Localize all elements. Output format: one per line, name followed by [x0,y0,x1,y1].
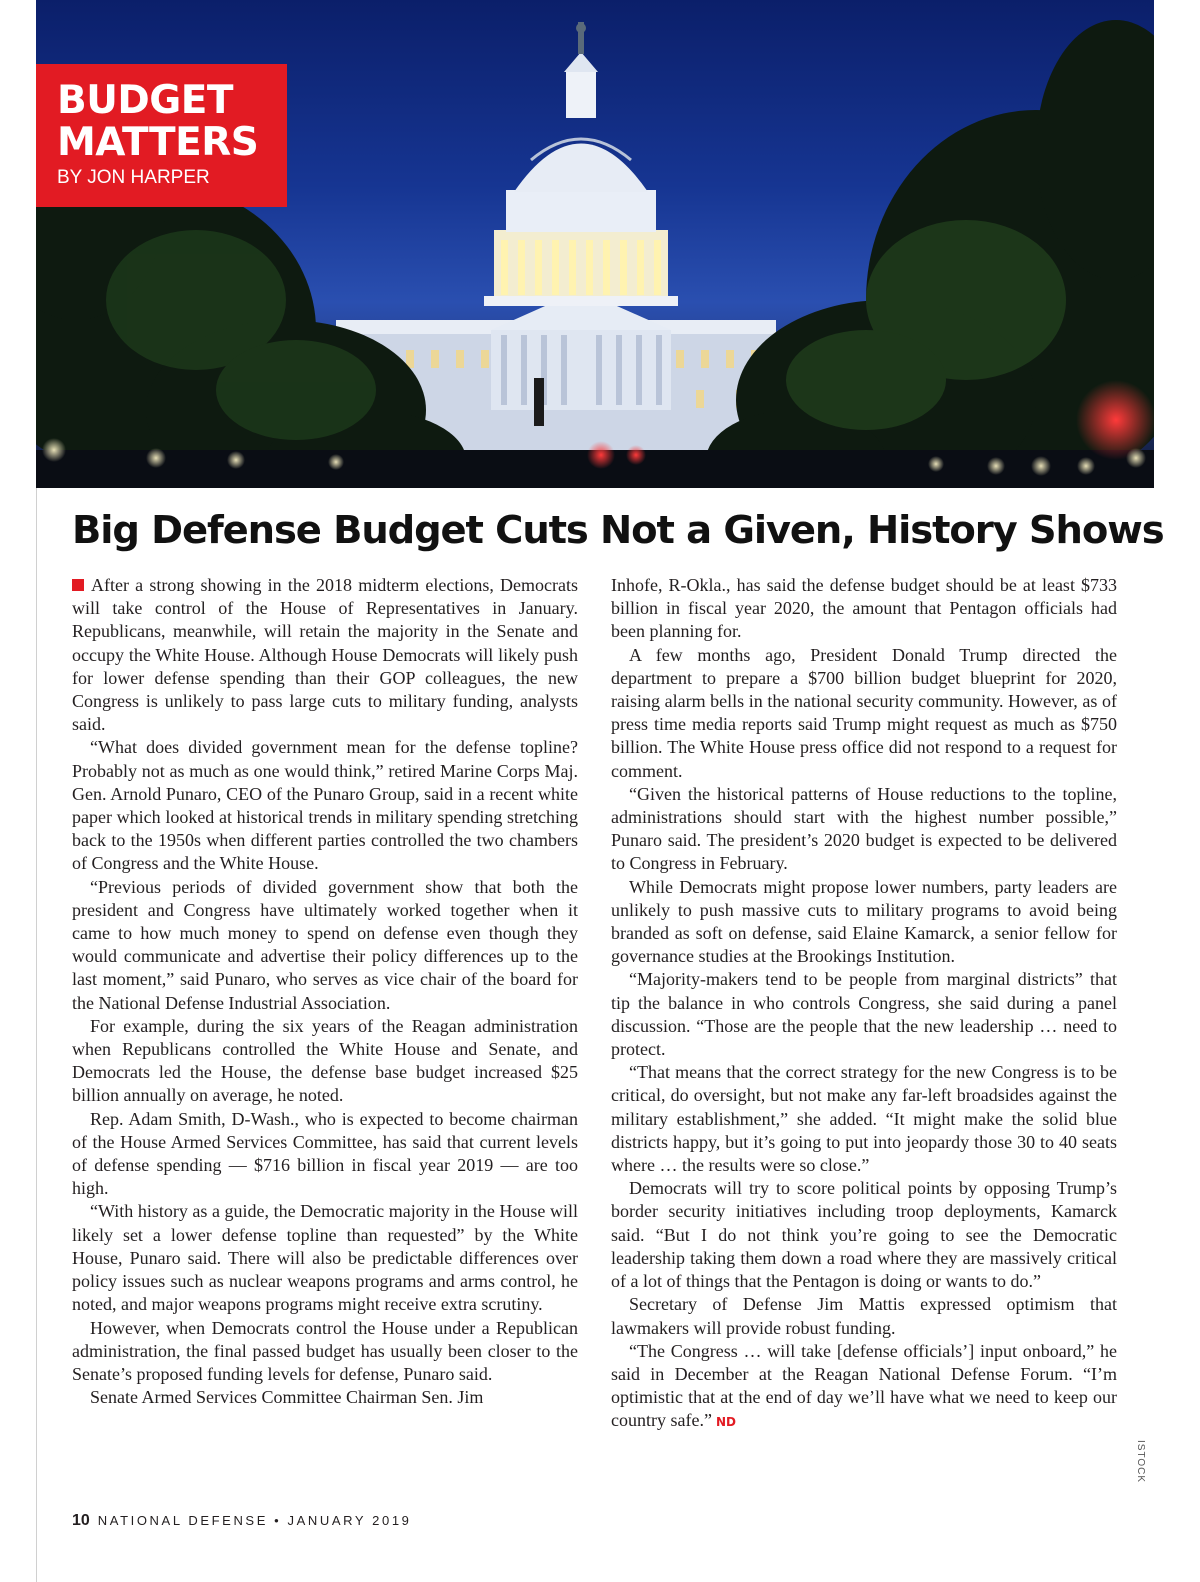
article-paragraph: “Previous periods of divided government show that both the president and Congress have ultimately worked together when it came to how much money to spend on defense even though they would communicate and advertise their policy differences up to the last moment,” said Punaro, who serves as vice chair of the board for the National Defense Industrial Association. [72,876,578,1013]
article-paragraph: Rep. Adam Smith, D-Wash., who is expected to become chairman of the House Armed Services Committee, has said that current levels of defense spending — $716 billion in fiscal year 2019 — are too high. [72,1108,578,1199]
photo-credit: ISTOCK [1135,1440,1146,1484]
article-paragraph: “Given the historical patterns of House reductions to the topline, administrations should start with the highest number possible,” Punaro said. The president’s 2020 budget is expected to be delivered to Congress in February. [611,783,1117,874]
article-paragraph: Secretary of Defense Jim Mattis expressed optimism that lawmakers will provide robust funding. [611,1294,1117,1338]
lead-square-icon [72,579,84,591]
byline: BY JON HARPER [57,167,210,188]
article-column-left [72,574,578,1409]
article-paragraph: A few months ago, President Donald Trump directed the department to prepare a $700 billion budget blueprint for 2020, raising alarm bells in the national security community. However, as of press time media reports said Trump might request as much as $750 billion. The White House press office did not respond to a request for comment. [611,644,1117,781]
article-paragraph: Senate Armed Services Committee Chairman Sen. Jim [90,1387,484,1408]
article-paragraph: While Democrats might propose lower numbers, party leaders are unlikely to push massive cuts to military programs to avoid being branded as soft on defense, said Elaine Kamarck, a senior fellow for governance studies at the Brookings Institution. [611,876,1117,967]
article-paragraph: “Majority-makers tend to be people from marginal districts” that tip the balance in who controls Congress, she said during a panel discussion. “Those are the people that the new leadership … need to protect. [611,969,1117,1060]
article-paragraph: “That means that the correct strategy for the new Congress is to be critical, do oversight, but not make any far-left broadsides against the military establishment,” she added. “It might make the solid blue districts happy, but it’s going to put into jeopardy those 30 to 40 seats where … the results were so close.” [611,1062,1117,1176]
headline: Big Defense Budget Cuts Not a Given, History Shows [72,508,1164,553]
article-paragraph [611,1340,1117,1435]
article-paragraph-text: After a strong showing in the 2018 midterm elections, Democrats will take control of the House of Representatives in January. Republicans, meanwhile, will retain the majority in the Senate and occupy the White House. Although House Democrats will likely push for lower defense spending than their GOP colleagues, the new Congress is unlikely to pass large cuts to military funding, analysts said. [72,575,578,735]
article-paragraph: For example, during the six years of the Reagan administration when Republicans controlled the White House and Senate, and Democrats led the House, the defense base budget increased $25 billion annually on average, he noted. [72,1015,578,1106]
article-paragraph: “What does divided government mean for the defense topline? Probably not as much as one would think,” retired Marine Corps Maj. Gen. Arnold Punaro, CEO of the Punaro Group, said in a recent white paper which looked at historical trends in military spending stretching back to the 1950s when different parties controlled the two chambers of Congress and the White House. [72,737,578,874]
article-column-right [611,574,1117,1435]
section-badge [36,64,287,207]
article-paragraph: Inhofe, R-Okla., has said the defense budget should be at least $733 billion in fiscal year 2020, the amount that Pentagon officials had been planning for. [611,575,1117,642]
article-paragraph [72,574,578,736]
section-badge-title: BUDGET MATTERS [57,78,259,165]
end-mark: ND [715,1415,736,1430]
article-paragraph: Democrats will try to score political points by opposing Trump’s border security initiatives including troop deployments, Kamarck said. “But I do not think you’re going to see the Democratic leadership taking them down a road where they are massively critical of a lot of things that the Pentagon is doing or wants to do.” [611,1178,1117,1292]
article-paragraph: However, when Democrats control the House under a Republican administration, the final passed budget has usually been closer to the Senate’s proposed funding levels for defense, Punaro said. [72,1317,578,1384]
publication-line: NATIONAL DEFENSE • JANUARY 2019 [97,1513,412,1528]
article-paragraph-text: “The Congress … will take [defense officials’] input onboard,” he said in December at the Reagan National Defense Forum. “I’m optimistic that at the end of day we’ll have what we need to keep our country safe.” [611,1340,1117,1431]
page-footer [72,1512,412,1530]
page-number: 10 [72,1512,90,1529]
article-paragraph: “With history as a guide, the Democratic majority in the House will likely set a lower defense topline than requested” by the White House, Punaro said. There will also be predictable differences over policy issues such as nuclear weapons programs and arms control, he noted, and major weapons programs might receive extra scrutiny. [72,1201,578,1315]
